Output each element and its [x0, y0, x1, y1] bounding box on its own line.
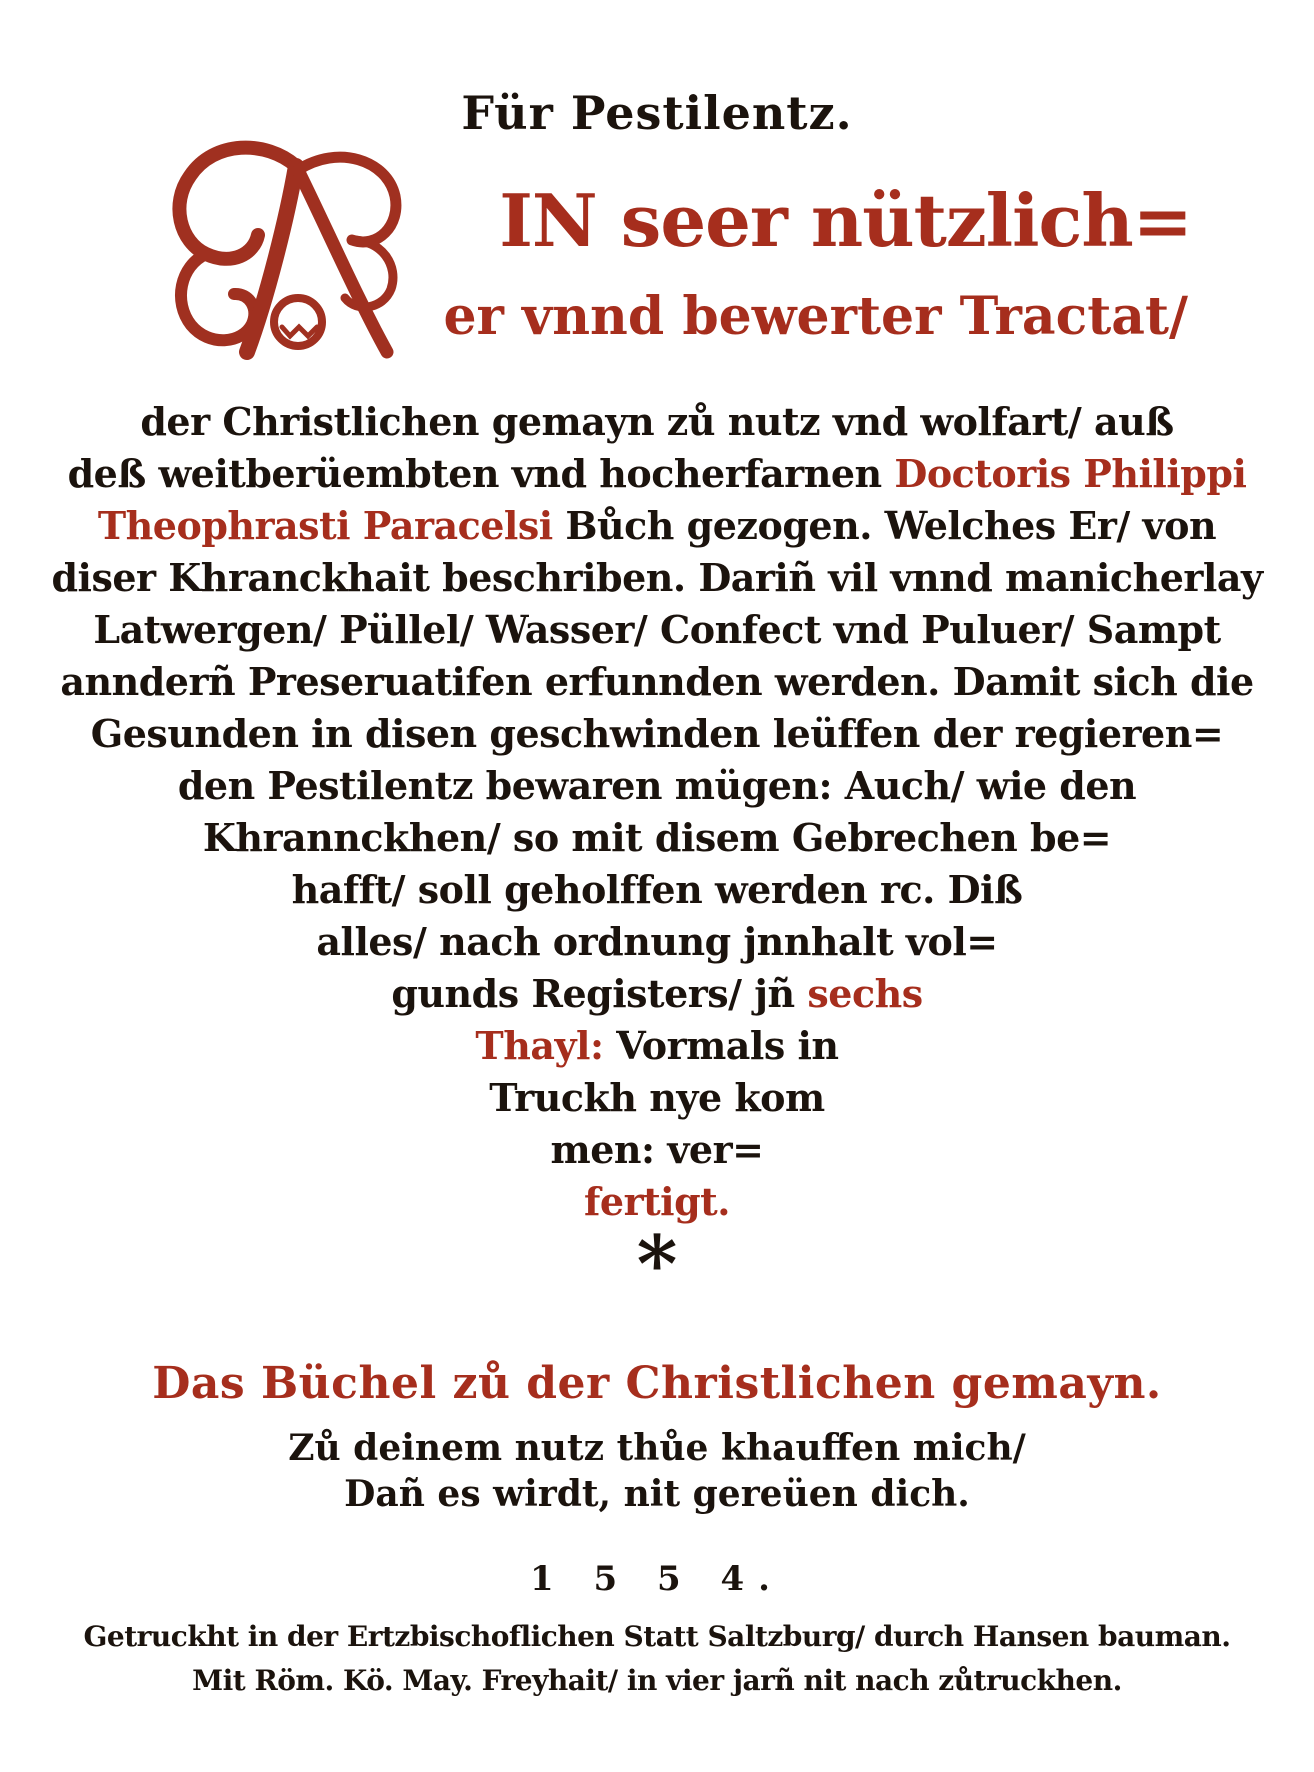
text-line [0, 656, 1314, 708]
text-line [0, 552, 1314, 604]
year-text: 1 5 5 4. [530, 1559, 784, 1599]
text-line [0, 760, 1314, 812]
text-segment: gunds Registers/ jñ [391, 971, 808, 1016]
section-heading: Das Büchel zů der Christlichen gemayn. [152, 1358, 1162, 1409]
opening-line-1: IN seer nützlich= [499, 178, 1192, 263]
verse-block [0, 1425, 1314, 1517]
text-segment: annderñ Preseruatifen erfunnden werden. Damit sich die [60, 659, 1254, 704]
text-line [0, 968, 1314, 1020]
text-line [0, 1124, 1314, 1176]
text-line [0, 812, 1314, 864]
text-segment: deß weitberüembten vnd hocherfarnen [67, 451, 895, 496]
text-segment: Bůch gezogen. Welches Er/ von [565, 503, 1217, 548]
text-segment: Khrannckhen/ so mit disem Gebrechen be= [202, 815, 1112, 860]
text-segment: Truckh nye kom [489, 1075, 825, 1120]
verse-line: Dañ es wirdt, nit gereüen dich. [344, 1473, 970, 1515]
text-line [0, 916, 1314, 968]
text-line [0, 396, 1314, 448]
text-line [0, 604, 1314, 656]
colophon-line: Getruckht in der Ertzbischoflichen Statt Saltzburg/ durch Hansen bauman. [83, 1620, 1231, 1653]
text-line [0, 1072, 1314, 1124]
text-segment: diser Khranckhait beschriben. Dariñ vil vnnd manicherlay [51, 555, 1263, 600]
text-segment: sechs [807, 971, 923, 1016]
opening-line-2: er vnnd bewerter Tractat/ [443, 286, 1188, 347]
text-segment: Latwergen/ Püllel/ Wasser/ Confect vnd Puluer/ Sampt [93, 607, 1221, 652]
verse-line: Zů deinem nutz thůe khauffen mich/ [288, 1427, 1026, 1469]
text-segment: men: ver= [550, 1127, 764, 1172]
page-header-title: Für Pestilentz. [461, 86, 853, 140]
text-segment: Thayl: [475, 1023, 617, 1068]
text-segment: der Christlichen gemayn zů nutz vnd wolfart/ auß [140, 399, 1174, 444]
text-line [0, 1020, 1314, 1072]
text-segment: Theophrasti Paracelsi [97, 503, 566, 548]
text-segment: alles/ nach ordnung jnnhalt vol= [316, 919, 998, 964]
text-line [0, 500, 1314, 552]
text-segment: hafft/ soll geholffen werden rc. Diß [291, 867, 1023, 912]
text-line [0, 448, 1314, 500]
text-line [0, 864, 1314, 916]
text-segment: Doctoris Philippi [894, 451, 1247, 496]
title-text-block [0, 396, 1314, 1228]
ornamental-initial-a-icon [146, 136, 446, 366]
text-segment: Vormals in [616, 1023, 839, 1068]
text-segment: fertigt. [584, 1179, 730, 1224]
colophon-block [0, 1615, 1314, 1703]
text-segment: Gesunden in disen geschwinden leüffen der regieren= [90, 711, 1224, 756]
text-line [0, 708, 1314, 760]
colophon-line: Mit Röm. Kö. May. Freyhait/ in vier jarñ nit nach zůtruckhen. [192, 1664, 1122, 1697]
text-segment: den Pestilentz bewaren mügen: Auch/ wie den [177, 763, 1137, 808]
opening-block [0, 140, 1314, 390]
asterisk-ornament-icon: * [636, 1219, 678, 1310]
